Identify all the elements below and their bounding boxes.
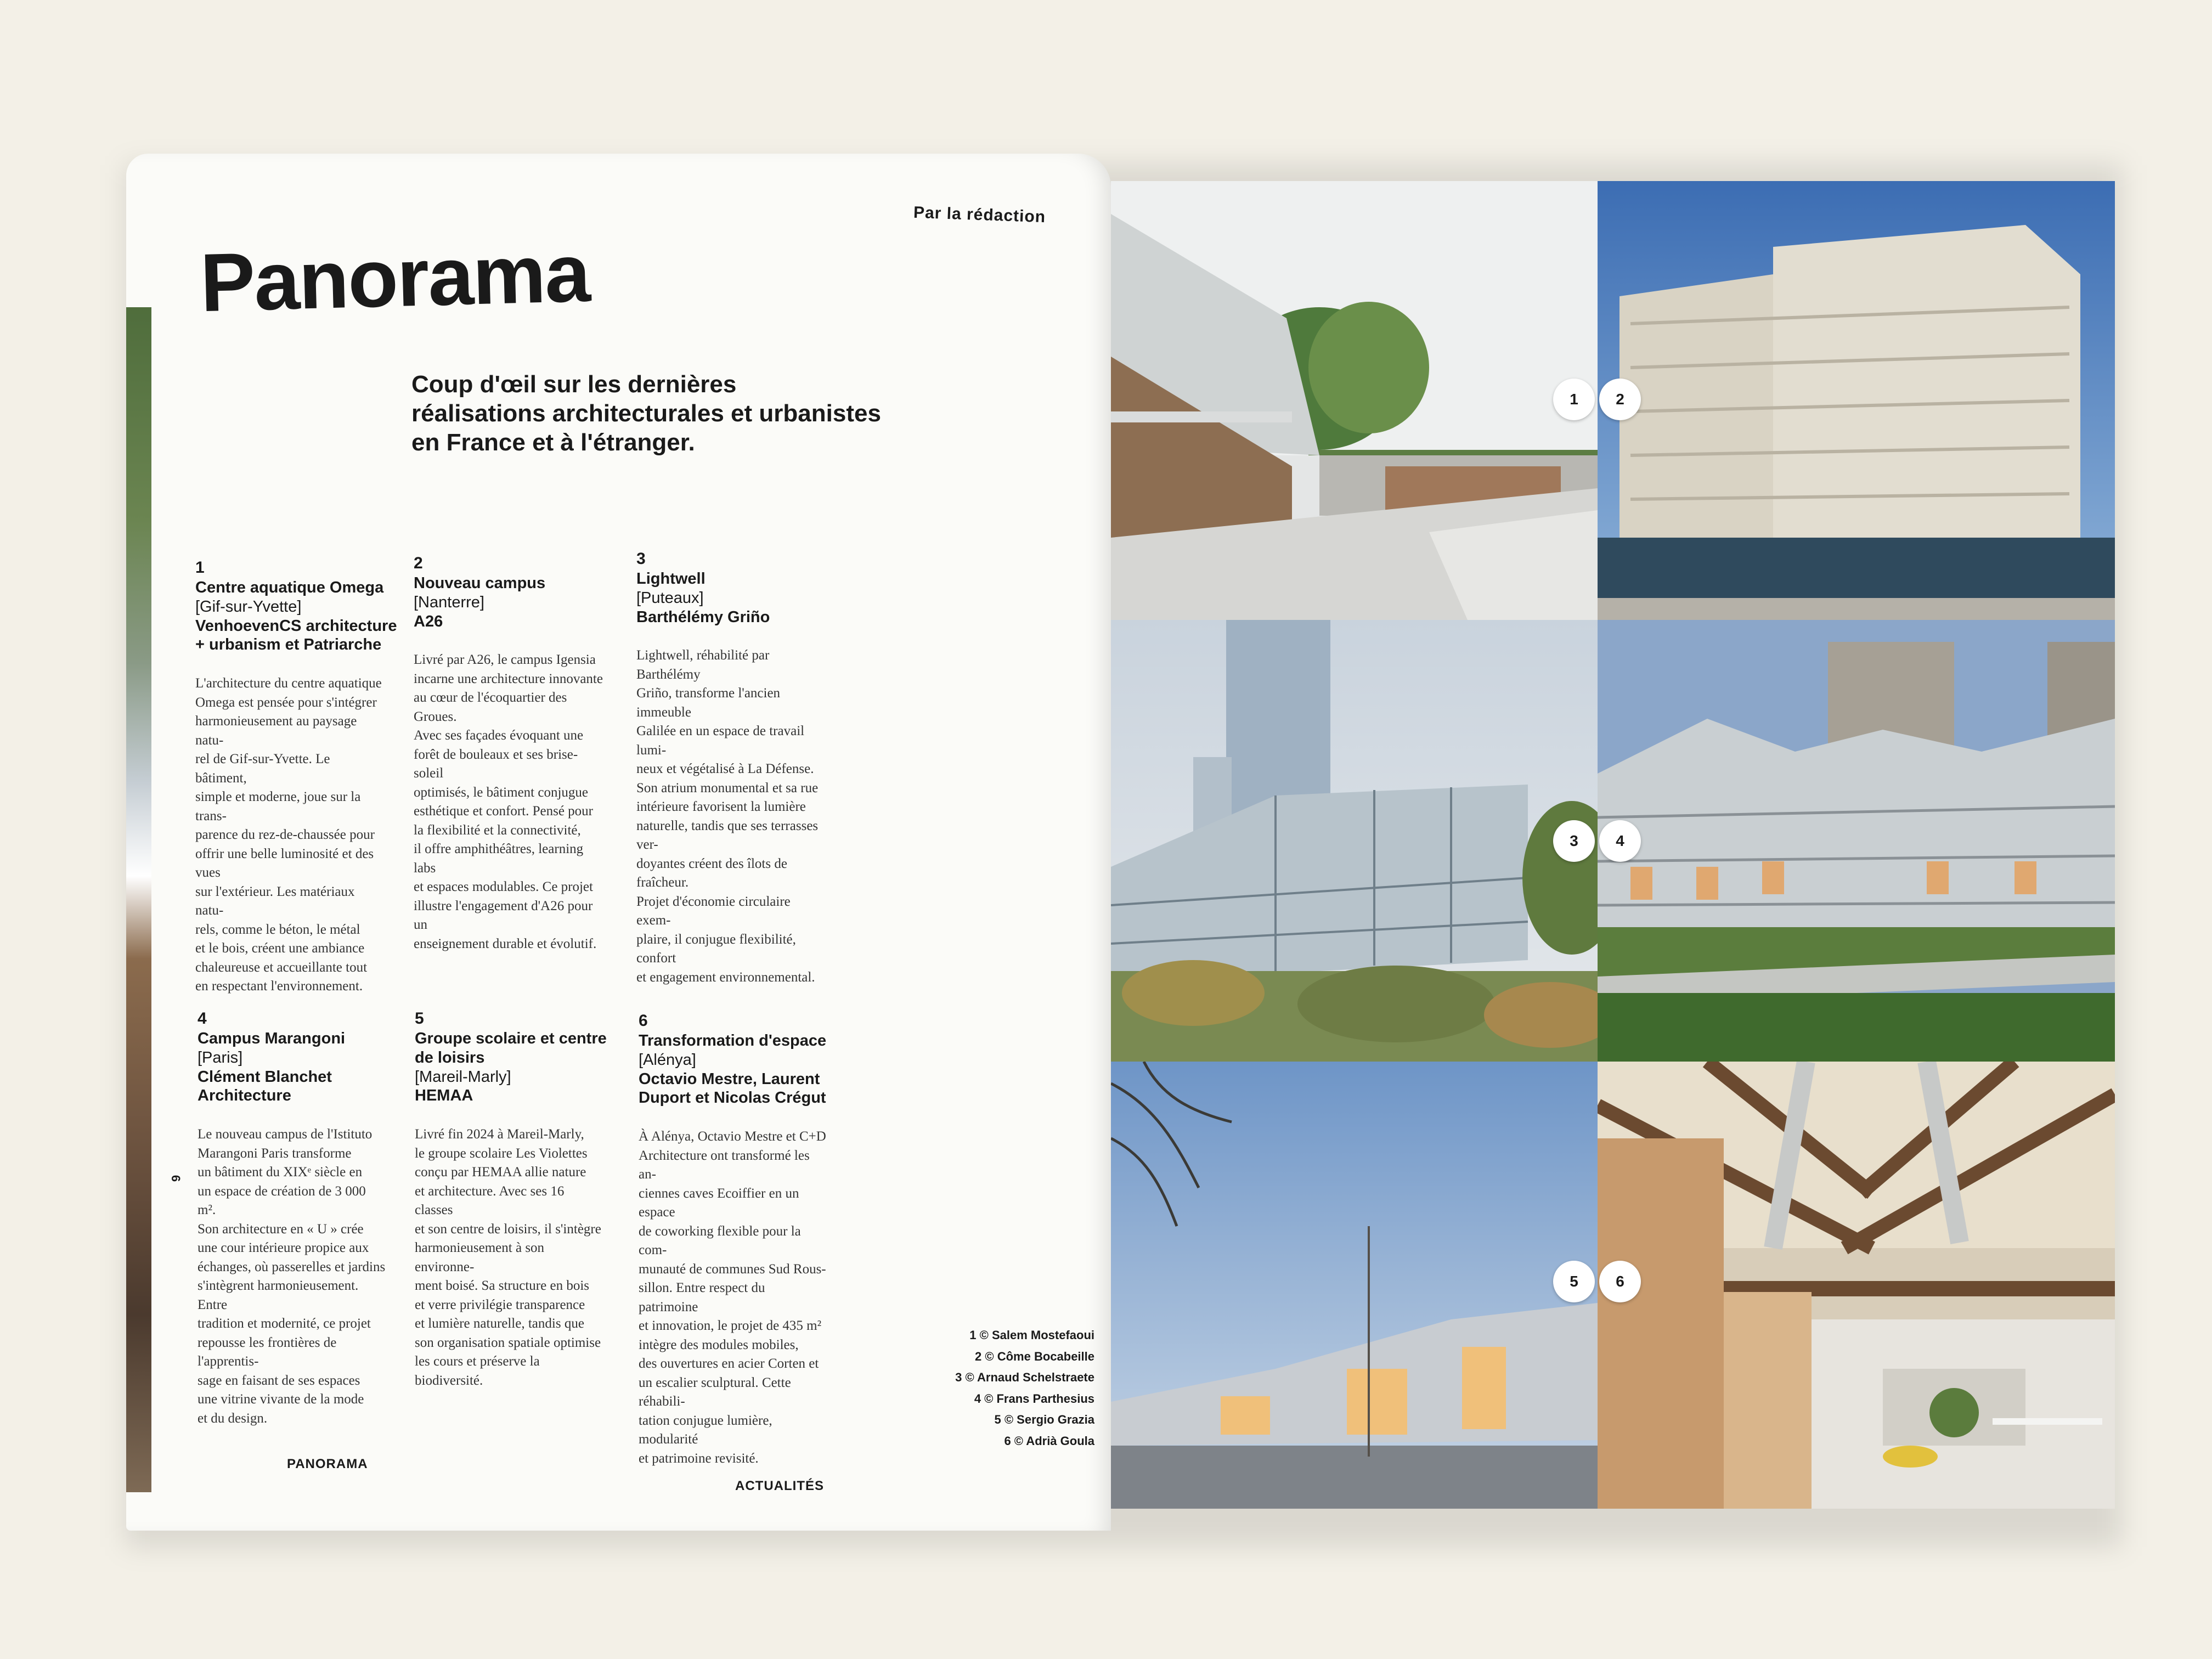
page-title: Panorama <box>199 226 591 329</box>
body-line: Omega est pensée pour s'intégrer <box>195 695 377 710</box>
photo-badge-5: 5 <box>1553 1261 1595 1302</box>
previous-page-edge <box>126 307 151 1492</box>
credit-line: 1 © Salem Mostefaoui <box>969 1328 1094 1342</box>
entry-number: 4 <box>198 1009 207 1028</box>
entry-number: 3 <box>636 550 646 568</box>
body-line: intérieure favorisent la lumière <box>636 799 806 815</box>
body-line: Son architecture en « U » crée <box>198 1221 364 1237</box>
entry-4 <box>198 1009 406 1428</box>
body-line: doyantes créent des îlots de fraîcheur. <box>636 856 787 890</box>
body-line: et verre privilégie transparence <box>415 1297 585 1312</box>
body-line: plaire, il conjugue flexibilité, confort <box>636 932 796 966</box>
photo-credits <box>900 1325 1094 1452</box>
body-line: chaleureuse et accueillante tout <box>195 960 368 975</box>
entry-name: Nouveau campus <box>414 574 546 592</box>
body-line: Galilée en un espace de travail lumi- <box>636 724 805 758</box>
body-line: un bâtiment du XIXᵉ siècle en <box>198 1165 363 1180</box>
body-line: ment boisé. Sa structure en bois <box>415 1278 589 1294</box>
entry-number: 1 <box>195 558 205 577</box>
entry-name: Transformation d'espace <box>639 1032 827 1049</box>
footer-rubric: ACTUALITÉS <box>735 1479 824 1493</box>
credit-line: 4 © Frans Parthesius <box>974 1391 1094 1406</box>
body-line: offrir une belle luminosité et des vues <box>195 846 374 881</box>
body-line: sur l'extérieur. Les matériaux natu- <box>195 884 355 918</box>
body-line: naturelle, tandis que ses terrasses ver- <box>636 818 819 853</box>
entry-5 <box>415 1009 623 1390</box>
body-line: de coworking flexible pour la com- <box>639 1223 801 1258</box>
body-line: Le nouveau campus de l'Istituto <box>198 1127 373 1142</box>
body-line: harmonieusement au paysage natu- <box>195 714 357 748</box>
entry-location: [Puteaux] <box>636 589 704 607</box>
body-line: harmonieusement à son environne- <box>415 1240 545 1274</box>
photo-lightwell <box>1111 620 1598 1062</box>
body-line: il offre amphithéâtres, learning labs <box>414 842 584 876</box>
body-line: munauté de communes Sud Rous- <box>639 1261 826 1277</box>
body-line: neux et végétalisé à La Défense. <box>636 761 814 777</box>
credit-line: 6 © Adrià Goula <box>1004 1434 1094 1448</box>
body-line: rel de Gif-sur-Yvette. Le bâtiment, <box>195 752 330 786</box>
photo-badge-1: 1 <box>1553 379 1595 420</box>
entry-architect: Clément Blanchet <box>198 1068 332 1086</box>
body-line: Avec ses façades évoquant une <box>414 728 584 743</box>
body-line: et espaces modulables. Ce projet <box>414 879 593 895</box>
entry-location: [Gif-sur-Yvette] <box>195 597 302 616</box>
entry-name: Groupe scolaire et centre <box>415 1030 607 1047</box>
body-line: intègre des modules mobiles, <box>639 1337 799 1352</box>
body-line: échanges, où passerelles et jardins <box>198 1259 386 1274</box>
entry-6 <box>639 1012 847 1468</box>
photo-badge-3: 3 <box>1553 820 1595 862</box>
body-line: tradition et modernité, ce projet <box>198 1316 371 1331</box>
entry-body <box>195 674 385 996</box>
body-line: en respectant l'environnement. <box>195 979 363 994</box>
body-line: simple et moderne, joue sur la trans- <box>195 789 361 823</box>
body-line: Projet d'économie circulaire exem- <box>636 894 791 928</box>
body-line: et le bois, créent une ambiance <box>195 941 365 956</box>
body-line: les cours et préserve la biodiversité. <box>415 1354 540 1388</box>
body-line: incarne une architecture innovante <box>414 671 603 686</box>
body-line: Marangoni Paris transforme <box>198 1146 352 1161</box>
photo-aquatic-centre <box>1111 181 1598 620</box>
entry-architect: HEMAA <box>415 1087 473 1105</box>
photo-groupe-scolaire <box>1111 1062 1598 1509</box>
body-line: et lumière naturelle, tandis que <box>415 1316 584 1331</box>
entry-body <box>198 1125 387 1428</box>
body-line: et architecture. Avec ses 16 classes <box>415 1183 565 1218</box>
body-line: et son centre de loisirs, il s'intègre <box>415 1221 601 1237</box>
body-line: parence du rez-de-chaussée pour <box>195 827 375 843</box>
body-line: conçu par HEMAA allie nature <box>415 1165 586 1180</box>
body-line: une cour intérieure propice aux <box>198 1240 369 1256</box>
entry-architect: Octavio Mestre, Laurent <box>639 1070 820 1088</box>
body-line: une vitrine vivante de la mode <box>198 1392 364 1407</box>
byline: Par la rédaction <box>913 203 1046 227</box>
entry-architect: VenhoevenCS architecture <box>195 617 397 635</box>
entry-location: [Paris] <box>198 1048 243 1066</box>
body-line: au cœur de l'écoquartier des Groues. <box>414 690 567 724</box>
entry-name: Lightwell <box>636 570 706 588</box>
intro-text <box>411 370 938 457</box>
body-line: repousse les frontières de l'apprentis- <box>198 1335 337 1369</box>
body-line: tation conjugue lumière, modularité <box>639 1413 772 1447</box>
body-line: sage en faisant de ses espaces <box>198 1373 360 1388</box>
body-line: illustre l'engagement d'A26 pour un <box>414 898 593 933</box>
body-line: optimisés, le bâtiment conjugue <box>414 785 588 800</box>
body-line: Livré par A26, le campus Igensia <box>414 652 596 668</box>
entry-name: Campus Marangoni <box>198 1030 346 1047</box>
entry-architect: + urbanism et Patriarche <box>195 636 382 654</box>
entry-2 <box>414 554 622 953</box>
entry-number: 2 <box>414 554 423 572</box>
entry-3 <box>636 550 845 987</box>
entry-location: [Mareil-Marly] <box>415 1068 511 1086</box>
body-line: forêt de bouleaux et ses brise-soleil <box>414 747 578 781</box>
entry-number: 5 <box>415 1009 424 1028</box>
entry-body <box>415 1125 604 1390</box>
entry-architect: Duport et Nicolas Crégut <box>639 1089 826 1107</box>
entry-name: de loisirs <box>415 1048 485 1066</box>
body-line: enseignement durable et évolutif. <box>414 936 597 951</box>
entry-1 <box>195 558 404 996</box>
entry-architect: Barthélémy Griño <box>636 608 770 626</box>
credit-line: 5 © Sergio Grazia <box>994 1413 1094 1426</box>
entry-body <box>414 651 603 953</box>
entry-body <box>636 646 826 987</box>
body-line: Son atrium monumental et sa rue <box>636 780 819 795</box>
body-line: s'intègrent harmonieusement. Entre <box>198 1278 359 1312</box>
entry-location: [Alénya] <box>639 1051 696 1069</box>
photo-badge-2: 2 <box>1599 379 1641 420</box>
body-line: et innovation, le projet de 435 m² <box>639 1318 822 1334</box>
photo-campus-marangoni <box>1598 620 2115 1062</box>
entry-body <box>639 1127 828 1468</box>
photo-badge-6: 6 <box>1599 1261 1641 1302</box>
body-line: le groupe scolaire Les Violettes <box>415 1146 588 1161</box>
body-line: et du design. <box>198 1410 268 1426</box>
intro-line: en France et à l'étranger. <box>411 428 695 456</box>
intro-line: Coup d'œil sur les dernières <box>411 371 737 398</box>
intro-line: réalisations architecturales et urbanistes <box>411 399 881 427</box>
body-line: la flexibilité et la connectivité, <box>414 822 581 838</box>
body-line: rels, comme le béton, le métal <box>195 922 360 937</box>
body-line: sillon. Entre respect du patrimoine <box>639 1280 765 1314</box>
photo-nouveau-campus <box>1598 181 2115 620</box>
body-line: ciennes caves Ecoiffier en un espace <box>639 1186 799 1220</box>
body-line: Lightwell, réhabilité par Barthélémy <box>636 648 770 682</box>
footer-section: PANORAMA <box>287 1457 368 1471</box>
body-line: Livré fin 2024 à Mareil-Marly, <box>415 1127 584 1142</box>
body-line: Architecture ont transformé les an- <box>639 1148 810 1182</box>
body-line: et patrimoine revisité. <box>639 1451 759 1466</box>
body-line: esthétique et confort. Pensé pour <box>414 804 593 819</box>
body-line: des ouvertures en acier Corten et <box>639 1356 819 1372</box>
entry-name: Centre aquatique Omega <box>195 579 384 596</box>
body-line: un espace de création de 3 000 m². <box>198 1183 366 1218</box>
body-line: À Alénya, Octavio Mestre et C+D <box>639 1129 826 1144</box>
photo-badge-4: 4 <box>1599 820 1641 862</box>
body-line: Griño, transforme l'ancien immeuble <box>636 686 781 720</box>
photo-transformation-espace <box>1598 1062 2115 1509</box>
entry-location: [Nanterre] <box>414 593 484 611</box>
credit-line: 2 © Côme Bocabeille <box>975 1349 1094 1363</box>
body-line: et engagement environnemental. <box>636 969 815 985</box>
body-line: son organisation spatiale optimise <box>415 1335 601 1350</box>
page-number: 6 <box>169 1175 183 1182</box>
body-line: L'architecture du centre aquatique <box>195 676 382 691</box>
entry-architect: Architecture <box>198 1087 291 1105</box>
entry-number: 6 <box>639 1012 648 1030</box>
credit-line: 3 © Arnaud Schelstraete <box>955 1370 1094 1384</box>
entry-architect: A26 <box>414 612 443 630</box>
body-line: un escalier sculptural. Cette réhabili- <box>639 1375 791 1409</box>
